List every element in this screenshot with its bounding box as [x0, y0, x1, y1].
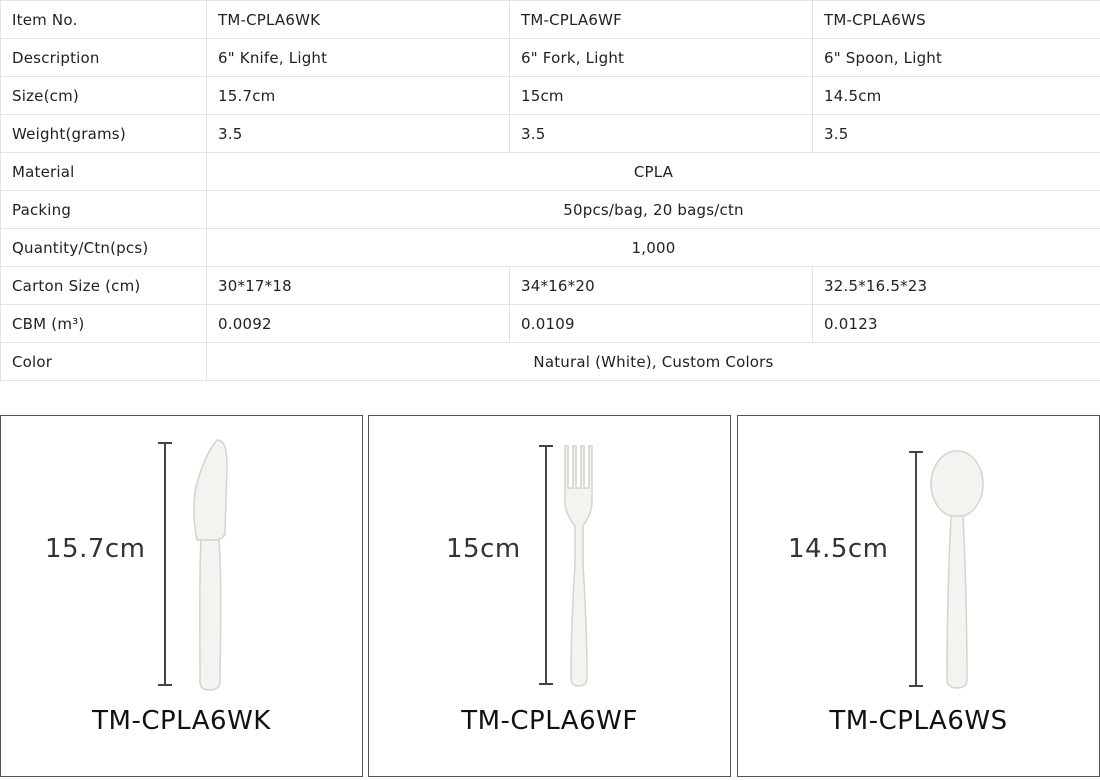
product-panel-spoon [737, 415, 1100, 777]
table-row-material [1, 153, 1100, 191]
fork-icon [565, 446, 592, 686]
table-row-carton-size [1, 267, 1100, 305]
table-row-packing [1, 191, 1100, 229]
knife-icon [194, 440, 227, 690]
table-cell: 30*17*18 [207, 267, 510, 305]
table-cell: 3.5 [510, 115, 813, 153]
table-cell-merged: CPLA [207, 153, 1100, 191]
row-label: Weight(grams) [1, 115, 207, 153]
table-cell: TM-CPLA6WF [510, 1, 813, 39]
size-label: 14.5cm [788, 534, 889, 564]
table-cell: 34*16*20 [510, 267, 813, 305]
table-row-cbm [1, 305, 1100, 343]
table-cell: TM-CPLA6WS [813, 1, 1100, 39]
size-label: 15.7cm [45, 534, 146, 564]
table-cell-merged: Natural (White), Custom Colors [207, 343, 1100, 381]
table-cell-merged: 50pcs/bag, 20 bags/ctn [207, 191, 1100, 229]
table-row-color [1, 343, 1100, 381]
dimension-line [539, 446, 553, 684]
row-label: Packing [1, 191, 207, 229]
size-label: 15cm [446, 534, 521, 564]
product-panel-fork [368, 415, 731, 777]
table-cell: 6" Knife, Light [207, 39, 510, 77]
table-row-size [1, 77, 1100, 115]
table-cell: 15.7cm [207, 77, 510, 115]
row-label: Material [1, 153, 207, 191]
row-label: Carton Size (cm) [1, 267, 207, 305]
table-cell: 6" Spoon, Light [813, 39, 1100, 77]
row-label: Color [1, 343, 207, 381]
row-label: Quantity/Ctn(pcs) [1, 229, 207, 267]
product-name: TM-CPLA6WF [461, 706, 638, 736]
table-cell: 32.5*16.5*23 [813, 267, 1100, 305]
row-label: CBM (m³) [1, 305, 207, 343]
table-cell: 0.0123 [813, 305, 1100, 343]
dimension-line [158, 443, 172, 685]
table-row-quantity [1, 229, 1100, 267]
table-cell: 0.0109 [510, 305, 813, 343]
table-row-weight [1, 115, 1100, 153]
table-cell: 6" Fork, Light [510, 39, 813, 77]
row-label: Size(cm) [1, 77, 207, 115]
product-name: TM-CPLA6WK [92, 706, 271, 736]
table-cell: TM-CPLA6WK [207, 1, 510, 39]
table-cell: 14.5cm [813, 77, 1100, 115]
table-cell: 15cm [510, 77, 813, 115]
table-cell-merged: 1,000 [207, 229, 1100, 267]
row-label: Item No. [1, 1, 207, 39]
table-cell: 3.5 [207, 115, 510, 153]
row-label: Description [1, 39, 207, 77]
product-name: TM-CPLA6WS [829, 706, 1008, 736]
product-panel-knife [0, 415, 363, 777]
table-row-item-no [1, 1, 1100, 39]
spec-table [0, 0, 1100, 381]
table-cell: 0.0092 [207, 305, 510, 343]
dimension-line [909, 452, 923, 686]
table-row-description [1, 39, 1100, 77]
table-cell: 3.5 [813, 115, 1100, 153]
spoon-icon [931, 451, 983, 688]
